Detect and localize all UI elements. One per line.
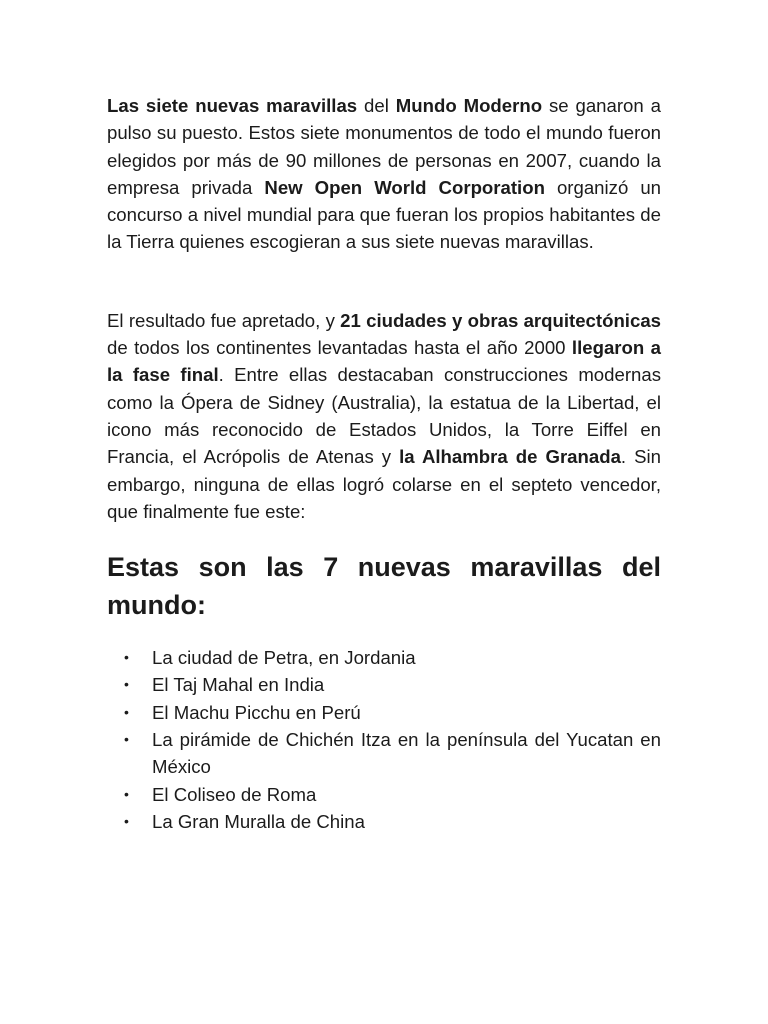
- list-item: [107, 726, 661, 781]
- text-span: . Sin embargo, ninguna de ellas logró colarse en el septeto vencedor, que finalmente fue este:: [107, 446, 661, 522]
- list-item-text: El Machu Picchu en Perú: [152, 701, 361, 723]
- intro-paragraph: [107, 92, 661, 256]
- list-item: [107, 644, 661, 671]
- result-paragraph: [107, 307, 661, 525]
- list-item-text: El Coliseo de Roma: [152, 783, 317, 805]
- list-item-text: La pirámide de Chichén Itza en la península del Yucatan en México: [152, 729, 661, 778]
- bold-phrase-modern-world: Mundo Moderno: [395, 95, 543, 116]
- bold-phrase-alhambra: la Alhambra de Granada: [399, 446, 621, 468]
- text-span: organizó un concurso a nivel mundial para que fueran los propios habitantes de la Tierra quienes escogieran a sus siete nuevas maravillas.: [107, 176, 661, 253]
- document-page: [107, 92, 661, 835]
- bold-phrase-21-cities: 21 ciudades y obras arquitectónicas: [340, 309, 661, 331]
- bullet-icon: •: [124, 703, 129, 720]
- bold-phrase-corporation: New Open World Corporation: [264, 176, 545, 198]
- list-item: [107, 808, 661, 835]
- list-item: [107, 781, 661, 808]
- list-item-text: La ciudad de Petra, en Jordania: [152, 647, 416, 669]
- text-span: . Entre ellas destacaban construcciones modernas como la Ópera de Sidney (Australia), la estatua de la Libertad, el icono más reconocido de Estados Unidos, la Torre Eiffel en Francia, el Acrópolis de Atenas y: [107, 364, 661, 468]
- text-span: de todos los continentes levantadas hasta el año 2000: [107, 337, 572, 359]
- section-heading: Estas son las 7 nuevas maravillas del mundo:: [107, 552, 661, 621]
- bullet-icon: •: [124, 676, 129, 693]
- list-item-text: La Gran Muralla de China: [152, 810, 365, 832]
- wonders-list: [107, 644, 661, 835]
- list-item: [107, 671, 661, 698]
- text-span: del: [357, 95, 396, 116]
- bullet-icon: •: [124, 812, 129, 829]
- bold-phrase-seven-wonders: Las siete nuevas maravillas: [107, 95, 358, 116]
- bullet-icon: •: [124, 731, 129, 748]
- bold-phrase-final-phase: llegaron a la fase final: [107, 337, 661, 386]
- bullet-icon: •: [124, 785, 129, 802]
- text-span: se ganaron a pulso su puesto. Estos siete monumentos de todo el mundo fueron elegidos por más de 90 millones de personas en 2007, cuando la empresa privada: [107, 95, 661, 198]
- list-item-text: El Taj Mahal en India: [152, 674, 325, 696]
- list-item: [107, 699, 661, 726]
- bullet-icon: •: [124, 649, 129, 666]
- text-span: El resultado fue apretado, y: [107, 309, 341, 331]
